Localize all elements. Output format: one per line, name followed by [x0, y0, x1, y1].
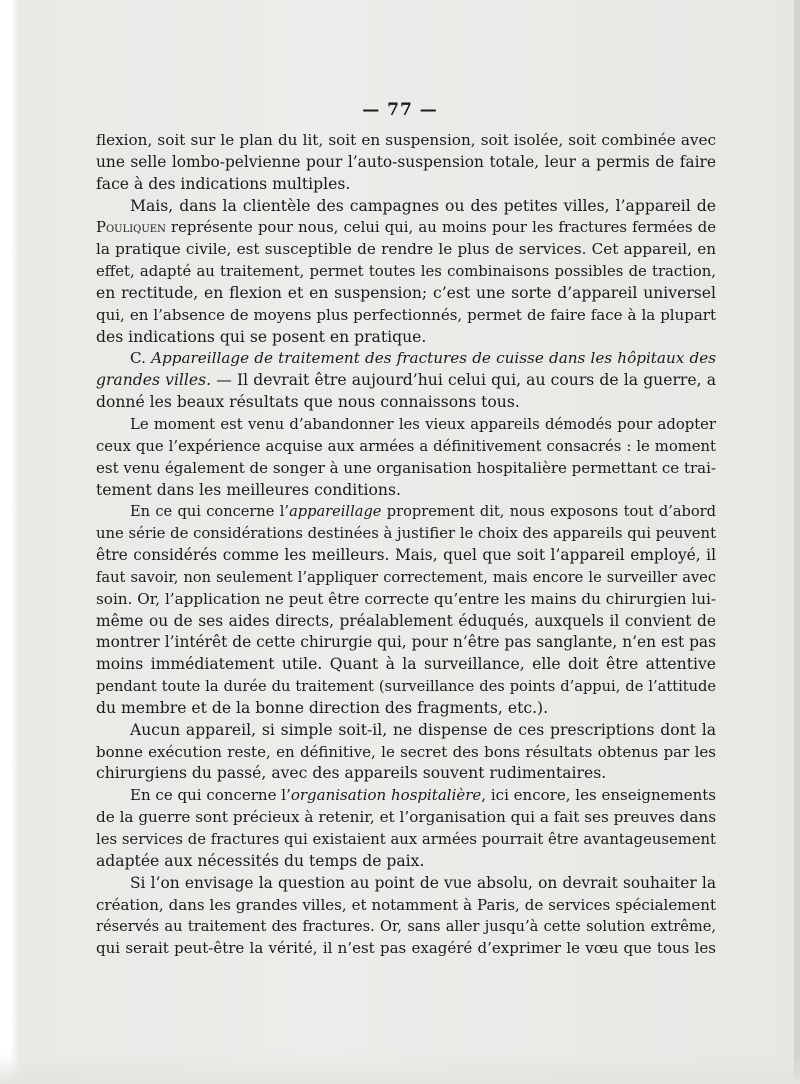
text-line: des indications qui se posent en pratique.	[96, 327, 427, 346]
text-line: qui serait peut-être la vérité, il n’est pas exagéré d’exprimer le vœu que tous les	[96, 939, 716, 958]
page-bottom-shade	[0, 1054, 800, 1084]
text-line: adaptée aux nécessités du temps de paix.	[96, 851, 425, 870]
text-line: en rectitude, en flexion et en suspension; c’est une sorte d’appareil universel	[96, 283, 716, 302]
text-line: Le moment est venu d’abandonner les vieux appareils démodés pour adopter	[130, 415, 716, 433]
text-line: Aucun appareil, si simple soit-il, ne dispense de ces prescriptions dont la	[130, 720, 716, 739]
text-line: Pouliquen représente pour nous, celui qui, au moins pour les fractures fermées de	[96, 219, 716, 237]
text-line: donné les beaux résultats que nous connaissons tous.	[96, 393, 520, 412]
text-line: tement dans les meilleures conditions.	[96, 480, 401, 499]
text-line: soin. Or, l’application ne peut être correcte qu’entre les mains du chirurgien lui-	[96, 589, 716, 608]
text-line: pendant toute la durée du traitement (surveillance des points d’appui, de l’attitude	[96, 678, 716, 696]
text-line: Si l’on envisage la question au point de vue absolu, on devrait souhaiter la	[130, 873, 716, 892]
text-line: En ce qui concerne l’organisation hospitalière, ici encore, les enseignements	[130, 786, 716, 805]
text-line: En ce qui concerne l’appareillage proprement dit, nous exposons tout d’abord	[130, 503, 716, 521]
text-line: même ou de ses aides directs, préalablement éduqués, auxquels il convient de	[96, 611, 716, 630]
text-line: une selle lombo-pelvienne pour l’auto-suspension totale, leur a permis de faire	[96, 152, 716, 171]
text-line: Mais, dans la clientèle des campagnes ou des petites villes, l’appareil de	[130, 196, 716, 215]
text-line: montrer l’intérêt de cette chirurgie qui, pour n’être pas sanglante, n’en est pas	[96, 633, 716, 652]
text-line: création, dans les grandes villes, et notamment à Paris, de services spécialement	[96, 895, 716, 914]
text-line: faut savoir, non seulement l’appliquer correctement, mais encore le surveiller avec	[96, 568, 716, 586]
text-line: bonne exécution reste, en définitive, le secret des bons résultats obtenus par les	[96, 742, 716, 761]
section-heading-line: C. Appareillage de traitement des fractures de cuisse dans les hôpitaux des	[130, 349, 716, 368]
text-line: ceux que l’expérience acquise aux armées a définitivement consacrés : le moment	[96, 437, 716, 455]
author-name-smallcaps: Pouliquen	[96, 219, 166, 237]
text-line: une série de considérations destinées à justifier le choix des appareils qui peuvent	[96, 525, 717, 543]
text-line: flexion, soit sur le plan du lit, soit en suspension, soit isolée, soit combinée avec	[96, 131, 716, 149]
text-line: réservés au traitement des fractures. Or, sans aller jusqu’à cette solution extrême,	[96, 918, 716, 936]
text-line: effet, adapté au traitement, permet toutes les combinaisons possibles de traction,	[96, 263, 716, 281]
text-line: de la guerre sont précieux à retenir, et l’organisation qui a fait ses preuves dans	[96, 808, 716, 827]
text-line: chirurgiens du passé, avec des appareils souvent rudimentaires.	[96, 764, 607, 783]
text-line: la pratique civile, est susceptible de rendre le plus de services. Cet appareil, en	[96, 240, 716, 259]
text-line: moins immédiatement utile. Quant à la surveillance, elle doit être attentive	[96, 655, 716, 674]
text-line: est venu également de songer à une organisation hospitalière permettant ce trai-	[96, 458, 716, 477]
text-line: les services de fractures qui existaient aux armées pourrait être avantageusement	[96, 831, 716, 848]
body-text	[96, 130, 716, 960]
text-line: être considérés comme les meilleurs. Mais, quel que soit l’appareil employé, il	[96, 546, 716, 565]
text-line: face à des indications multiples.	[96, 174, 351, 193]
page-edge-shadow	[794, 0, 800, 1084]
text-line: grandes villes. — Il devrait être aujourd’hui celui qui, au cours de la guerre, a	[96, 371, 716, 390]
text-line: du membre et de la bonne direction des fragments, etc.).	[96, 698, 549, 717]
text-line: qui, en l’absence de moyens plus perfectionnés, permet de faire face à la plupart	[96, 305, 716, 324]
page-number: — 77 —	[362, 100, 438, 120]
